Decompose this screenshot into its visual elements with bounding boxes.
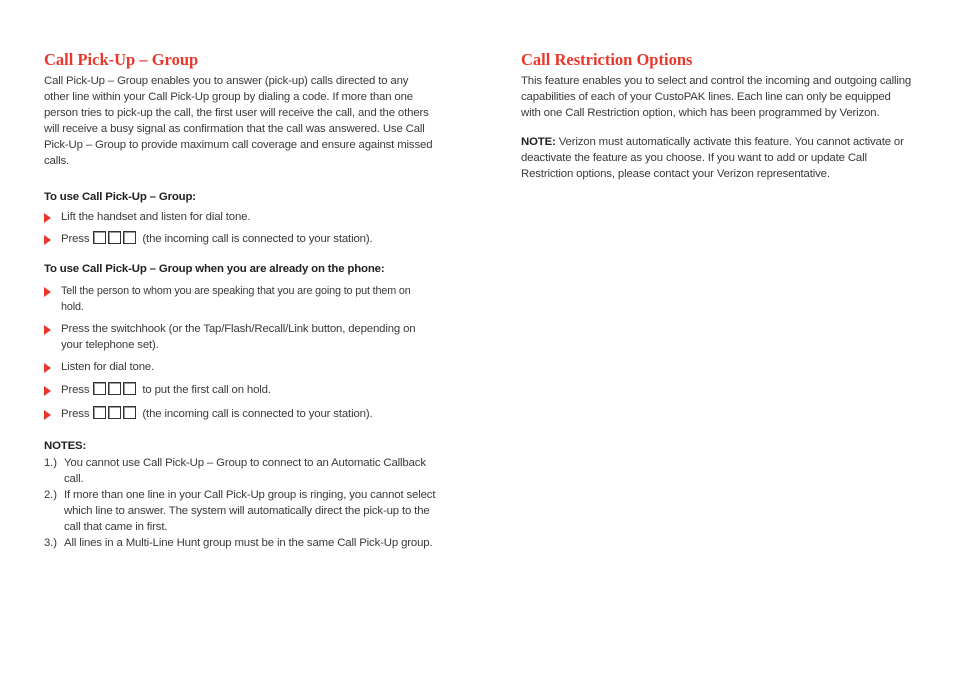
step-text: Lift the handset and listen for dial tone. (61, 211, 251, 223)
section-title: Call Restriction Options (521, 50, 693, 69)
bullet-arrow-icon (44, 235, 51, 245)
step-text-after: (the incoming call is connected to your station). (142, 233, 373, 245)
list-item (44, 487, 436, 535)
note-number: 1.) (44, 457, 57, 469)
step-text: Listen for dial tone. (61, 361, 155, 373)
note-label: NOTE: (521, 136, 556, 148)
keypad-keys-icon (93, 382, 138, 400)
notes-heading: NOTES: (44, 440, 87, 452)
list-item (44, 231, 436, 249)
list-item (44, 359, 436, 375)
call-restriction-section (521, 50, 913, 182)
keypad-keys-icon (93, 406, 138, 424)
list-item (44, 406, 436, 424)
steps-list (44, 209, 436, 249)
step-text: Tell the person to whom you are speaking that you are going to put them on hold. (61, 285, 411, 313)
list-item (44, 535, 436, 551)
note-paragraph (521, 134, 913, 182)
section-intro: Call Pick-Up – Group enables you to answer (pick-up) calls directed to any other line within your Call Pick-Up group by dialing a code. If more than one person tries to pick-up the call, the first user will receive the call, and the others will receive a busy signal as confirmation that the call was answered. Use Call Pick-Up – Group to provide maximum call coverage and ensure against missed calls. (44, 75, 433, 167)
bullet-arrow-icon (44, 386, 51, 396)
bullet-arrow-icon (44, 287, 51, 297)
call-pickup-group-section (44, 50, 436, 551)
bullet-arrow-icon (44, 325, 51, 335)
note-text: You cannot use Call Pick-Up – Group to connect to an Automatic Callback call. (64, 457, 426, 485)
list-item (44, 283, 436, 315)
step-text: Press (61, 233, 90, 245)
step-text-after: to put the first call on hold. (142, 384, 271, 396)
note-text: All lines in a Multi-Line Hunt group must be in the same Call Pick-Up group. (64, 537, 433, 549)
list-item (44, 321, 436, 353)
bullet-arrow-icon (44, 410, 51, 420)
notes-list (44, 455, 436, 551)
note-text: If more than one line in your Call Pick-Up group is ringing, you cannot select which line to answer. The system will automatically direct the pick-up to the call that came in first. (64, 489, 436, 533)
list-item (44, 382, 436, 400)
bullet-arrow-icon (44, 363, 51, 373)
step-text: Press the switchhook (or the Tap/Flash/Recall/Link button, depending on your telephone set). (61, 323, 416, 351)
list-item (44, 455, 436, 487)
list-item (44, 209, 436, 225)
section-title: Call Pick-Up – Group (44, 50, 199, 69)
step-text: Press (61, 408, 90, 420)
note-text: Verizon must automatically activate this feature. You cannot activate or deactivate the feature as you choose. If you want to add or update Call Restriction options, please contact your Verizon representative. (521, 136, 904, 180)
subheading-already-on-phone: To use Call Pick-Up – Group when you are already on the phone: (44, 263, 385, 275)
subheading-use-pickup: To use Call Pick-Up – Group: (44, 191, 196, 203)
note-number: 2.) (44, 489, 57, 501)
keypad-keys-icon (93, 231, 138, 249)
note-number: 3.) (44, 537, 57, 549)
step-text: Press (61, 384, 90, 396)
bullet-arrow-icon (44, 213, 51, 223)
step-text-after: (the incoming call is connected to your station). (142, 408, 373, 420)
section-intro: This feature enables you to select and control the incoming and outgoing calling capabilities of each of your CustoPAK lines. Each line can only be equipped with one Call Restriction option, which has been programmed by Verizon. (521, 75, 912, 119)
steps-list (44, 283, 436, 424)
